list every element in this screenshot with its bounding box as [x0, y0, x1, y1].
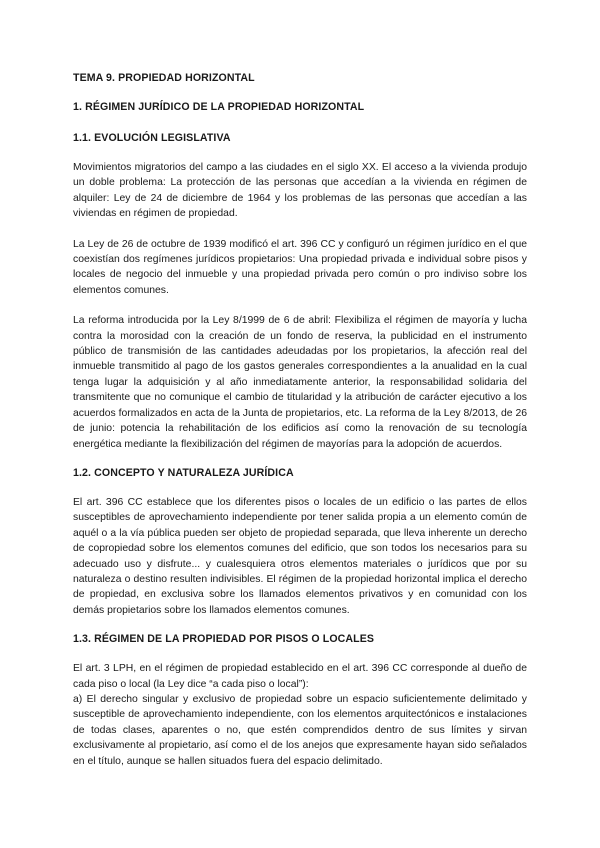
paragraph-5b: a) El derecho singular y exclusivo de propiedad sobre un espacio suficientemente delimitado y susceptible de aprovechamiento independiente, con los elementos arquitectónicos e instalaciones de todas clases, aparentes o no, que estén comprendidos dentro de sus límites y sirvan exclusivamente al propietario, así como el de los anejos que expresamente hayan sido señalados en el título, aunque se hallen situados fuera del espacio delimitado. — [73, 693, 527, 767]
paragraph-1: Movimientos migratorios del campo a las ciudades en el siglo XX. El acceso a la vivienda produjo un doble problema: La protección de las personas que accedían a la vivienda en régimen de alquiler: Ley de 24 de diciembre de 1964 y los problemas de las personas que accedían a las viviendas en régimen de propiedad. — [73, 162, 527, 220]
paragraph-2: La Ley de 26 de octubre de 1939 modificó el art. 396 CC y configuró un régimen jurídico en el que coexistían dos regímenes jurídicos propietarios: Una propiedad privada e individual sobre pisos y locales de negocio del inmueble y una propiedad privada pero común o pro indiviso sobre los elementos comunes. — [73, 238, 527, 296]
document-title: TEMA 9. PROPIEDAD HORIZONTAL — [73, 72, 255, 84]
section-heading-1-1: 1.1. EVOLUCIÓN LEGISLATIVA — [73, 132, 231, 144]
paragraph-3: La reforma introducida por la Ley 8/1999 de 6 de abril: Flexibiliza el régimen de mayoría y lucha contra la morosidad con la creación de un fondo de reserva, la publicidad en el instrumento público de transmisión de las cantidades adeudadas por los propietarios, la afección real del inmueble transmitido al pago de los gastos generales correspondientes a la anualidad en la cual tenga lugar la adquisición y al año inmediatamente anterior, la responsabilidad solidaria del transmitente que no comunique el cambio de titularidad y la atribución de carácter ejecutivo a los acuerdos formalizados en acta de la Junta de propietarios, etc. La reforma de la Ley 8/2013, de 26 de junio: potencia la rehabilitación de los edificios así como la renovación de su tecnología energética mediante la flexibilización del régimen de mayorías para la adopción de acuerdos. — [73, 315, 528, 450]
section-heading-1-3: 1.3. RÉGIMEN DE LA PROPIEDAD POR PISOS O LOCALES — [73, 633, 375, 646]
paragraph-5a: El art. 3 LPH, en el régimen de propiedad establecido en el art. 396 CC corresponde al dueño de cada piso o local (la Ley dice “a cada piso o local”): — [73, 663, 527, 690]
paragraph-4: El art. 396 CC establece que los diferentes pisos o locales de un edificio o las partes de ellos susceptibles de aprovechamiento independiente por tener salida propia a un elemento común de aquél o a la vía pública pueden ser objeto de propiedad separada, que lleva inherente un derecho de copropiedad sobre los elementos comunes del edificio, que son todos los necesarios para su adecuado uso y disfrute... y cualesquiera otros elementos materiales o jurídicos que por su naturaleza o destino resulten indivisibles. El régimen de la propiedad horizontal implica el derecho de propiedad, en exclusiva sobre los llamados elementos privativos y en comunidad con los demás propietarios sobre los llamados elementos comunes. — [73, 496, 527, 616]
section-heading-1-2: 1.2. CONCEPTO Y NATURALEZA JURÍDICA — [73, 466, 294, 479]
document-body — [73, 72, 527, 769]
section-heading-1: 1. RÉGIMEN JURÍDICO DE LA PROPIEDAD HORIZONTAL — [73, 101, 365, 113]
